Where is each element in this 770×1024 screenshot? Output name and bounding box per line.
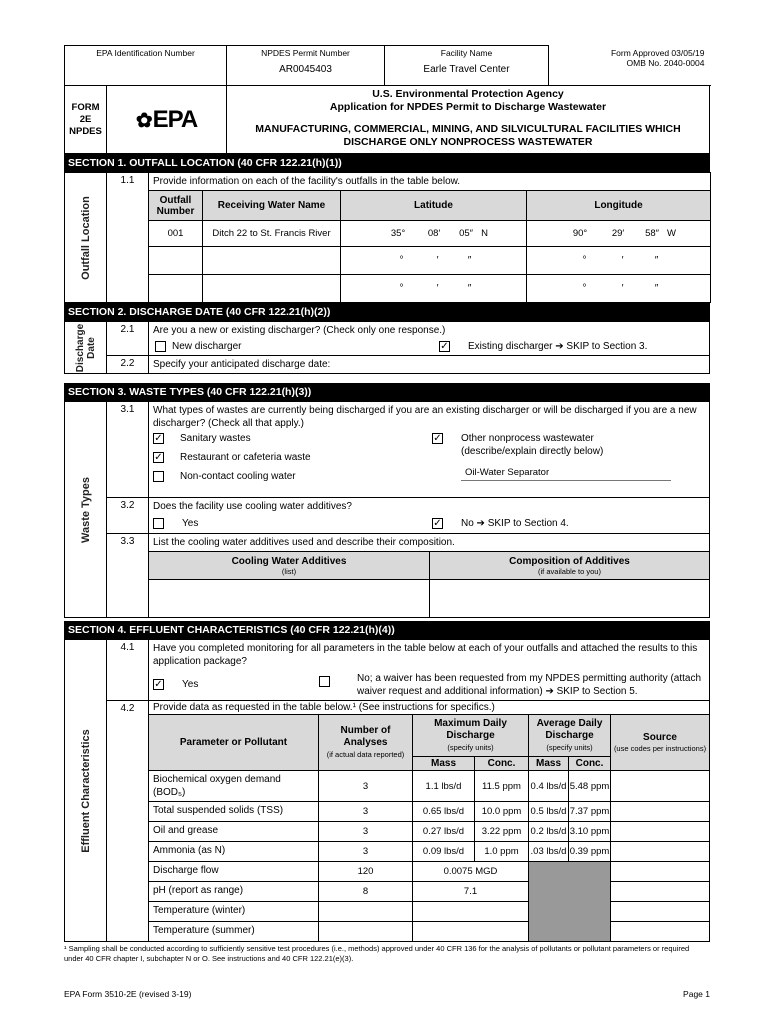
- max-discharge-field[interactable]: 0.0075 MGD: [413, 862, 529, 882]
- section-1-header: SECTION 1. OUTFALL LOCATION (40 CFR 122.21(h)(1)): [64, 154, 710, 172]
- facility-value: Earle Travel Center: [423, 64, 510, 75]
- monitoring-yes-option[interactable]: [153, 672, 319, 698]
- parameter-name: Ammonia (as N): [149, 842, 319, 862]
- avg-mass-field[interactable]: .03 lbs/d: [529, 842, 569, 862]
- source-field[interactable]: [611, 902, 710, 922]
- col-avg-conc: Conc.: [569, 757, 611, 771]
- col-cooling-additives-title: Cooling Water Additives: [231, 555, 347, 567]
- additives-no-option[interactable]: [432, 517, 569, 530]
- question-2-2-text[interactable]: Specify your anticipated discharge date:: [149, 356, 710, 374]
- lat-seconds: 05″: [459, 228, 474, 239]
- npdes-cell[interactable]: [227, 46, 385, 86]
- outfall-row: [65, 221, 711, 247]
- lon-seconds: ″: [654, 255, 659, 266]
- lat-seconds: ″: [467, 255, 472, 266]
- col-cooling-additives-sub: (list): [281, 566, 297, 576]
- col-composition: [430, 552, 710, 580]
- col-outfall-number: Outfall Number: [149, 191, 203, 221]
- longitude-field[interactable]: [527, 275, 711, 303]
- avg-conc-field[interactable]: 3.10 ppm: [569, 822, 611, 842]
- agency-name: U.S. Environmental Protection Agency: [372, 88, 564, 100]
- form-approval: [549, 46, 711, 86]
- epa-logo: [107, 86, 227, 154]
- max-mass-field[interactable]: 1.1 lbs/d: [413, 771, 475, 802]
- question-3-2: [149, 498, 710, 534]
- source-field[interactable]: [611, 822, 710, 842]
- max-mass-field[interactable]: 0.27 lbs/d: [413, 822, 475, 842]
- footnote: ¹ Sampling shall be conducted according to sufficiently sensitive test procedures (i.e., methods) approved under 40 CFR 136 for the analysis of pollutants or pollutant parameters or required under 40 CFR chapter I, subchapter N or O. See instructions and 40 CFR 122.21(e)(3).: [64, 944, 690, 963]
- max-conc-field[interactable]: 10.0 ppm: [475, 802, 529, 822]
- lon-degrees: °: [582, 255, 587, 266]
- question-4-2-text: Provide data as requested in the table below.¹ (See instructions for specifics.): [149, 701, 710, 715]
- avg-mass-field[interactable]: 0.5 lbs/d: [529, 802, 569, 822]
- col-max-daily-title: Maximum Daily Discharge: [434, 717, 507, 741]
- analyses-field[interactable]: 3: [319, 802, 413, 822]
- noncontact-label: Non-contact cooling water: [180, 471, 296, 482]
- question-4-1-number: 4.1: [107, 640, 149, 701]
- ph-row: [65, 882, 710, 902]
- col-composition-title: Composition of Additives: [509, 555, 630, 567]
- epa-logo-text: EPA: [152, 105, 198, 133]
- receiving-water-field[interactable]: Ditch 22 to St. Francis River: [203, 221, 341, 247]
- section-3-header: SECTION 3. WASTE TYPES (40 CFR 122.21(h)(3)): [64, 383, 710, 401]
- sanitary-label: Sanitary wastes: [180, 433, 251, 444]
- max-discharge-field[interactable]: 7.1: [413, 882, 529, 902]
- col-avg-daily: [529, 715, 611, 757]
- lon-degrees: °: [582, 283, 587, 294]
- source-field[interactable]: [611, 802, 710, 822]
- outfall-number-field[interactable]: [149, 247, 203, 275]
- parameter-name: Oil and grease: [149, 822, 319, 842]
- parameter-name: Discharge flow: [149, 862, 319, 882]
- col-number-analyses-sub: (if actual data reported): [326, 749, 405, 759]
- form-revision: EPA Form 3510-2E (revised 3-19): [64, 989, 192, 999]
- max-mass-field[interactable]: 0.65 lbs/d: [413, 802, 475, 822]
- col-latitude: Latitude: [341, 191, 527, 221]
- avg-conc-field[interactable]: 0.39 ppm: [569, 842, 611, 862]
- question-1-1-text: Provide information on each of the facility's outfalls in the table below.: [149, 173, 711, 191]
- discharge-flow-row: [65, 862, 710, 882]
- form-label: FORM: [71, 101, 100, 113]
- max-discharge-field[interactable]: [413, 902, 529, 922]
- analyses-field[interactable]: 3: [319, 842, 413, 862]
- outfall-number-field[interactable]: [149, 275, 203, 303]
- question-3-2-text: Does the facility use cooling water additives?: [153, 501, 352, 512]
- additives-yes-checkbox[interactable]: [153, 518, 164, 529]
- col-composition-sub: (if available to you): [538, 566, 601, 576]
- parameter-name: Temperature (winter): [149, 902, 319, 922]
- section-1: [64, 172, 711, 303]
- lat-direction: N: [481, 228, 488, 239]
- lat-minutes: ′: [436, 255, 439, 266]
- source-field[interactable]: [611, 882, 710, 902]
- subtitle-line-2: DISCHARGE ONLY NONPROCESS WASTEWATER: [343, 136, 593, 148]
- col-receiving-water: Receiving Water Name: [203, 191, 341, 221]
- existing-discharger-label: Existing discharger ➔ SKIP to Section 3.: [468, 341, 648, 352]
- additives-yes-label: Yes: [182, 518, 199, 529]
- new-discharger-label: New discharger: [172, 341, 242, 352]
- lat-degrees: 35°: [390, 228, 406, 239]
- question-3-3-text: List the cooling water additives used and describe their composition.: [149, 534, 710, 552]
- parameter-name: Temperature (summer): [149, 922, 319, 942]
- avg-conc-field[interactable]: 7.37 ppm: [569, 802, 611, 822]
- question-1-1-number: 1.1: [107, 173, 149, 303]
- analyses-field[interactable]: 8: [319, 882, 413, 902]
- outfall-row: [65, 275, 711, 303]
- form-number: 2E: [79, 113, 92, 125]
- outfall-row: [65, 247, 711, 275]
- lat-minutes: ′: [436, 283, 439, 294]
- avg-conc-field[interactable]: 5.48 ppm: [569, 771, 611, 802]
- latitude-field[interactable]: [341, 247, 527, 275]
- lat-degrees: °: [399, 255, 404, 266]
- new-discharger-checkbox[interactable]: [155, 341, 166, 352]
- application-title: Application for NPDES Permit to Discharge Wastewater: [329, 101, 607, 113]
- epa-id-cell[interactable]: [65, 46, 227, 86]
- section-3-side-label: [65, 402, 107, 618]
- col-max-conc: Conc.: [475, 757, 529, 771]
- section-3: [64, 401, 710, 618]
- max-conc-field[interactable]: 3.22 ppm: [475, 822, 529, 842]
- col-source-title: Source: [643, 731, 677, 743]
- pollutant-row: [65, 771, 710, 802]
- col-avg-daily-title: Average Daily Discharge: [536, 717, 603, 741]
- additives-no-label: No ➔ SKIP to Section 4.: [461, 518, 569, 529]
- cooling-additives-field[interactable]: [149, 580, 430, 618]
- form-approved-text: Form Approved 03/05/19: [610, 47, 705, 58]
- analyses-field[interactable]: 3: [319, 771, 413, 802]
- title-block: [64, 85, 710, 154]
- lat-degrees: °: [399, 283, 404, 294]
- source-field[interactable]: [611, 842, 710, 862]
- epa-flower-icon: ✿: [135, 109, 153, 132]
- npdes-value: AR0045403: [279, 64, 332, 75]
- additives-yes-option[interactable]: [153, 517, 432, 530]
- outfall-location-vlabel: Outfall Location: [79, 195, 92, 280]
- pollutant-row: [65, 822, 710, 842]
- monitoring-no-label: No; a waiver has been requested from my NPDES permitting authority (attach waiver request and additional information) ➔ SKIP to Section 5.: [357, 673, 702, 697]
- epa-id-label: EPA Identification Number: [96, 48, 195, 58]
- other-nonprocess-description[interactable]: Oil-Water Separator: [461, 466, 671, 481]
- parameter-name: Total suspended solids (TSS): [149, 802, 319, 822]
- parameter-name: Biochemical oxygen demand (BOD₅): [149, 771, 319, 802]
- page-footer: [64, 989, 710, 999]
- discharge-date-vlabel: Discharge Date: [74, 323, 97, 372]
- other-nonprocess-label: Other nonprocess wastewater (describe/explain directly below): [461, 433, 604, 457]
- source-field[interactable]: [611, 922, 710, 942]
- question-2-1-text: Are you a new or existing discharger? (Check only one response.): [153, 325, 446, 336]
- facility-label: Facility Name: [440, 48, 493, 58]
- sanitary-option[interactable]: [153, 432, 432, 445]
- latitude-field[interactable]: [341, 275, 527, 303]
- col-source-sub: (use codes per instructions): [613, 743, 707, 753]
- avg-mass-field[interactable]: 0.2 lbs/d: [529, 822, 569, 842]
- question-3-3-number: 3.3: [107, 534, 149, 618]
- form-header: [64, 45, 711, 86]
- question-4-1-text: Have you completed monitoring for all parameters in the table below at each of your outfalls and attached the results to this application package?: [153, 643, 698, 667]
- lon-seconds: ″: [654, 283, 659, 294]
- epa-form-2e: [64, 45, 710, 999]
- max-discharge-field[interactable]: [413, 922, 529, 942]
- other-nonprocess-checkbox[interactable]: ✓: [433, 432, 442, 444]
- npdes-tag: NPDES: [69, 125, 102, 137]
- temp-summer-row: [65, 922, 710, 942]
- col-max-mass: Mass: [413, 757, 475, 771]
- additives-no-checkbox[interactable]: ✓: [433, 517, 442, 529]
- temp-winter-row: [65, 902, 710, 922]
- receiving-water-field[interactable]: [203, 247, 341, 275]
- analyses-field[interactable]: [319, 922, 413, 942]
- new-discharger-option[interactable]: [153, 340, 439, 353]
- section-2: [64, 321, 710, 374]
- avg-mass-field[interactable]: 0.4 lbs/d: [529, 771, 569, 802]
- section-4-side-label: [65, 640, 107, 942]
- max-conc-field[interactable]: 11.5 ppm: [475, 771, 529, 802]
- sanitary-checkbox[interactable]: ✓: [154, 432, 163, 444]
- waste-types-vlabel: Waste Types: [79, 476, 92, 543]
- composition-field[interactable]: [430, 580, 710, 618]
- col-parameter: Parameter or Pollutant: [149, 715, 319, 771]
- receiving-water-field[interactable]: [203, 275, 341, 303]
- col-max-daily: [413, 715, 529, 757]
- latitude-field[interactable]: [341, 221, 527, 247]
- longitude-field[interactable]: [527, 221, 711, 247]
- analyses-field[interactable]: [319, 902, 413, 922]
- outfall-number-field[interactable]: 001: [149, 221, 203, 247]
- other-nonprocess-option[interactable]: [432, 432, 449, 483]
- title-text: [227, 86, 710, 154]
- pollutant-row: [65, 842, 710, 862]
- col-source: [611, 715, 710, 771]
- question-2-1: [149, 322, 710, 356]
- restaurant-label: Restaurant or cafeteria waste: [180, 452, 311, 463]
- restaurant-option[interactable]: [153, 451, 432, 464]
- section-2-side-label: [65, 322, 107, 374]
- parameter-name: pH (report as range): [149, 882, 319, 902]
- question-4-2-number: 4.2: [107, 701, 149, 942]
- col-cooling-additives: [149, 552, 430, 580]
- question-2-2-number: 2.2: [107, 356, 149, 374]
- col-avg-mass: Mass: [529, 757, 569, 771]
- lon-minutes: ′: [621, 283, 624, 294]
- question-3-2-number: 3.2: [107, 498, 149, 534]
- question-4-1: [149, 640, 710, 701]
- npdes-label: NPDES Permit Number: [261, 48, 350, 58]
- lon-minutes: ′: [621, 255, 624, 266]
- section-2-header: SECTION 2. DISCHARGE DATE (40 CFR 122.21(h)(2)): [64, 303, 710, 321]
- pollutant-row: [65, 802, 710, 822]
- question-3-1: [149, 402, 710, 498]
- lon-direction: W: [667, 228, 676, 239]
- lat-seconds: ″: [467, 283, 472, 294]
- omb-number: OMB No. 2040-0004: [626, 57, 705, 68]
- monitoring-no-option[interactable]: [319, 672, 357, 698]
- lon-seconds: 58″: [645, 228, 659, 239]
- section-4-header: SECTION 4. EFFLUENT CHARACTERISTICS (40 CFR 122.21(h)(4)): [64, 621, 710, 639]
- facility-cell[interactable]: [385, 46, 549, 86]
- lon-degrees: 90°: [572, 228, 588, 239]
- existing-discharger-checkbox[interactable]: ✓: [440, 340, 449, 352]
- col-max-daily-sub: (specify units): [447, 742, 494, 752]
- col-longitude: Longitude: [527, 191, 711, 221]
- col-number-analyses: [319, 715, 413, 771]
- lon-minutes: 29′: [611, 228, 625, 239]
- monitoring-yes-checkbox[interactable]: ✓: [154, 678, 163, 690]
- analyses-field[interactable]: 120: [319, 862, 413, 882]
- noncontact-option[interactable]: [153, 470, 432, 483]
- noncontact-checkbox[interactable]: [153, 471, 164, 482]
- form-id-cell: [65, 86, 107, 154]
- avg-discharge-shaded: [529, 862, 611, 942]
- analyses-field[interactable]: 3: [319, 822, 413, 842]
- section-1-side-label: [65, 173, 107, 303]
- longitude-field[interactable]: [527, 247, 711, 275]
- effluent-characteristics-vlabel: Effluent Characteristics: [79, 728, 92, 853]
- col-number-analyses-title: Number of Analyses: [340, 724, 391, 748]
- monitoring-yes-label: Yes: [182, 679, 199, 690]
- subtitle-line-1: MANUFACTURING, COMMERCIAL, MINING, AND SILVICULTURAL FACILITIES WHICH: [255, 123, 681, 135]
- restaurant-checkbox[interactable]: ✓: [154, 451, 163, 463]
- section-4: [64, 639, 710, 942]
- page-number: Page 1: [683, 989, 710, 999]
- max-conc-field[interactable]: 1.0 ppm: [475, 842, 529, 862]
- monitoring-no-checkbox[interactable]: [319, 676, 330, 687]
- question-3-1-text: What types of wastes are currently being discharged if you are an existing discharger or will be discharged if you are a new discharger? (Check all that apply.): [153, 405, 697, 429]
- lat-minutes: 08′: [427, 228, 441, 239]
- question-2-1-number: 2.1: [107, 322, 149, 356]
- question-3-1-number: 3.1: [107, 402, 149, 498]
- max-mass-field[interactable]: 0.09 lbs/d: [413, 842, 475, 862]
- source-field[interactable]: [611, 862, 710, 882]
- existing-discharger-option[interactable]: [439, 340, 647, 353]
- source-field[interactable]: [611, 771, 710, 802]
- col-avg-daily-sub: (specify units): [546, 742, 593, 752]
